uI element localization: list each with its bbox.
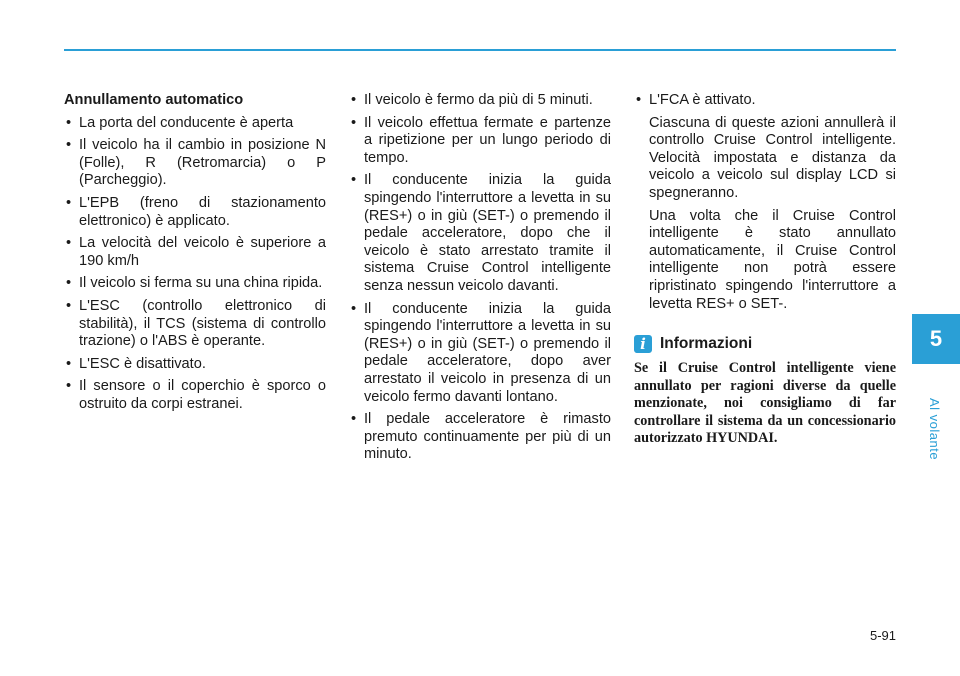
info-box-header (634, 335, 896, 353)
middle-column (349, 92, 611, 469)
body-paragraph: Ciascuna di queste azioni annullerà il controllo Cruise Control intelligente. Velocità impostata e distanza da veicolo a veicolo sul display LCD si spegneranno. (649, 114, 896, 201)
list-item: • L'EPB (freno di stazionamento elettronico) è applicato. (66, 194, 326, 229)
list-item: • Il pedale acceleratore è rimasto premuto continuamente per più di un minuto. (351, 411, 611, 463)
page-number: 5-91 (869, 628, 896, 643)
info-title: Informazioni (660, 335, 753, 353)
cancel-conditions-list-continued (349, 92, 611, 464)
list-item: • L'FCA è attivato. (636, 92, 756, 108)
cancel-conditions-list (64, 115, 326, 414)
list-item: • Il veicolo ha il cambio in posizione N (Folle), R (Retromarcia) o P (Parcheggio). (66, 137, 326, 189)
left-column (64, 92, 326, 419)
list-item: • L'ESC (controllo elettronico di stabilità), il TCS (sistema di controllo trazione) o l'ABS è operante. (66, 297, 326, 350)
list-item: • Il conducente inizia la guida spingendo l'interruttore a levetta in su (RES+) o in giù (SET-) o premendo il pedale acceleratore, dopo aver arrestato il veicolo in presenza di un veicolo fermo davanti lontano. (351, 300, 611, 405)
list-item: • Il conducente inizia la guida spingendo l'interruttore a levetta in su (RES+) o in giù (SET-) o premendo il pedale acceleratore, dopo che il veicolo è stato arrestato tramite il sistema Cruise Control intelligente senza nessun veicolo davanti. (351, 172, 611, 294)
right-column (634, 92, 896, 448)
body-paragraph: Una volta che il Cruise Control intelligente è stato annullato automaticamente, il Cruise Control intelligente non potrà essere ripristinato spingendo l'interruttore a levetta RES+ o SET-. (649, 207, 896, 312)
chapter-number: 5 (929, 326, 943, 351)
header-rule (64, 49, 896, 51)
info-icon: i (634, 335, 652, 353)
section-label: Al volante (927, 398, 942, 461)
list-item: • Il veicolo effettua fermate e partenze a ripetizione per un lungo periodo di tempo. (351, 114, 611, 166)
list-item: • Il veicolo è fermo da più di 5 minuti. (351, 92, 593, 108)
info-text: Se il Cruise Control intelligente viene annullato per ragioni diverse da quelle menzionate, noi consigliamo di far controllare il sistema da un concessionario autorizzato HYUNDAI. (634, 360, 896, 447)
section-heading: Annullamento automatico (64, 92, 244, 108)
list-item: • Il sensore o il coperchio è sporco o ostruito da corpi estranei. (66, 378, 326, 412)
chapter-tab[interactable] (912, 314, 960, 364)
list-item: • Il veicolo si ferma su una china ripida. (66, 275, 323, 292)
list-item: • L'ESC è disattivato. (66, 355, 206, 372)
list-item: • La porta del conducente è aperta (66, 114, 294, 131)
list-item: • La velocità del veicolo è superiore a 190 km/h (66, 235, 326, 269)
cancel-conditions-list-end (634, 92, 896, 110)
